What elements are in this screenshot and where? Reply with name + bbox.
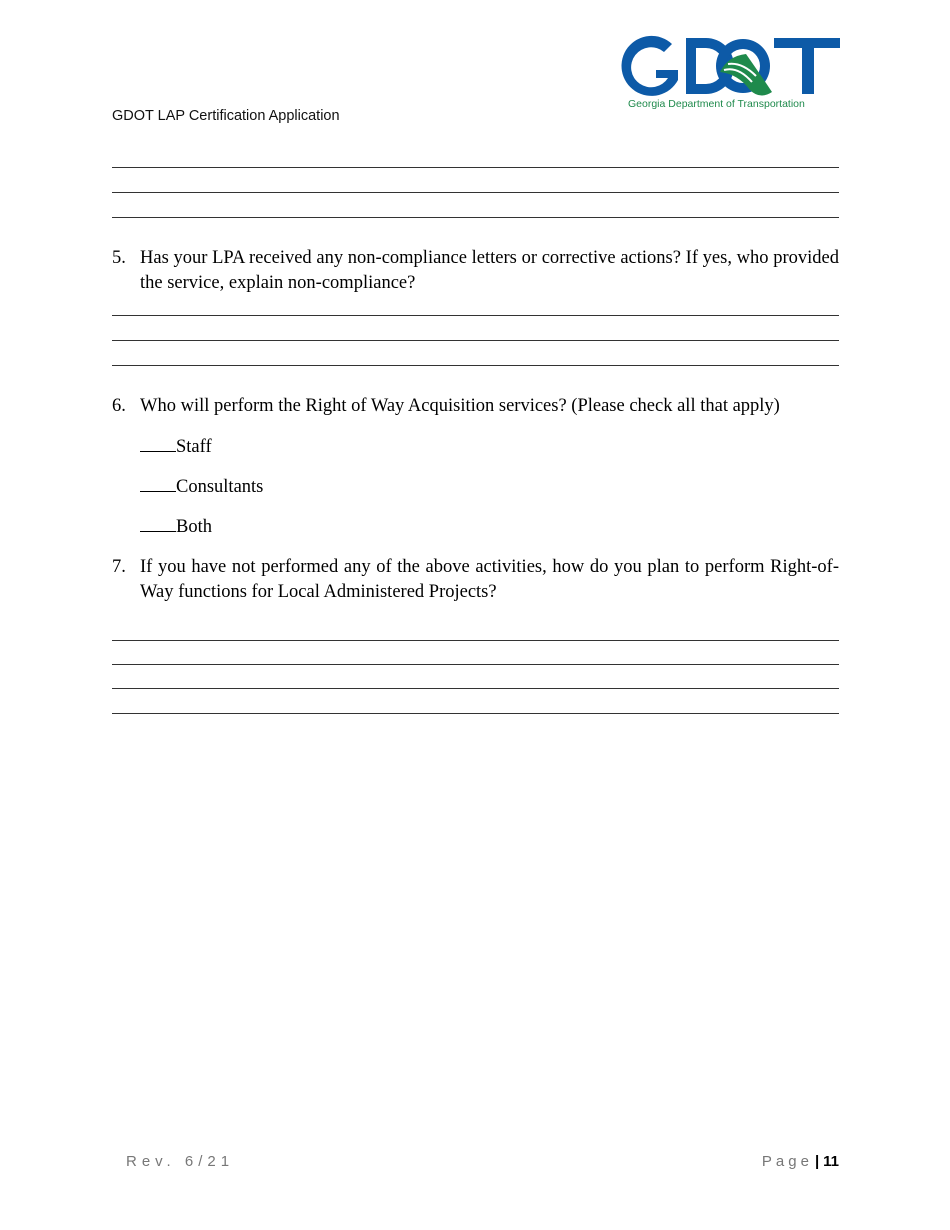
answer-line[interactable] xyxy=(112,365,839,366)
answer-line[interactable] xyxy=(112,340,839,341)
question-text: Who will perform the Right of Way Acquisition services? (Please check all that apply) xyxy=(140,396,780,416)
option-staff[interactable] xyxy=(140,434,212,459)
answer-line[interactable] xyxy=(112,713,839,714)
answer-line[interactable] xyxy=(112,640,839,641)
question-number: 7. xyxy=(112,557,126,577)
revision-label: Rev. 6/21 xyxy=(126,1153,235,1170)
answer-line[interactable] xyxy=(112,664,839,665)
page-label: Page xyxy=(761,1153,813,1170)
gdot-logo-subtitle: Georgia Department of Transportation xyxy=(628,98,805,110)
question-text: If you have not performed any of the above activities, how do you plan to perform Right-of-Way functions for Local Administered Projects? xyxy=(140,557,839,602)
document-title: GDOT LAP Certification Application xyxy=(112,108,340,124)
checkbox-blank[interactable] xyxy=(140,434,176,452)
checkbox-blank[interactable] xyxy=(140,514,176,532)
question-6 xyxy=(112,394,839,419)
option-label: Staff xyxy=(176,437,212,457)
option-label: Both xyxy=(176,517,212,537)
option-label: Consultants xyxy=(176,477,264,497)
question-text: Has your LPA received any non-compliance letters or corrective actions? If yes, who provided the service, explain non-compliance? xyxy=(140,248,839,293)
question-7 xyxy=(112,555,839,605)
answer-line[interactable] xyxy=(112,167,839,168)
page-indicator xyxy=(762,1153,839,1170)
page-separator: | xyxy=(814,1153,820,1170)
page-number: 11 xyxy=(823,1153,839,1170)
question-number: 6. xyxy=(112,396,126,416)
gdot-logo-letters xyxy=(622,36,840,96)
answer-line[interactable] xyxy=(112,217,839,218)
answer-line[interactable] xyxy=(112,192,839,193)
option-consultants[interactable] xyxy=(140,474,263,499)
option-both[interactable] xyxy=(140,514,212,539)
checkbox-blank[interactable] xyxy=(140,474,176,492)
question-5 xyxy=(112,246,839,296)
gdot-logo xyxy=(620,30,842,112)
answer-line[interactable] xyxy=(112,688,839,689)
question-number: 5. xyxy=(112,248,126,268)
answer-line[interactable] xyxy=(112,315,839,316)
